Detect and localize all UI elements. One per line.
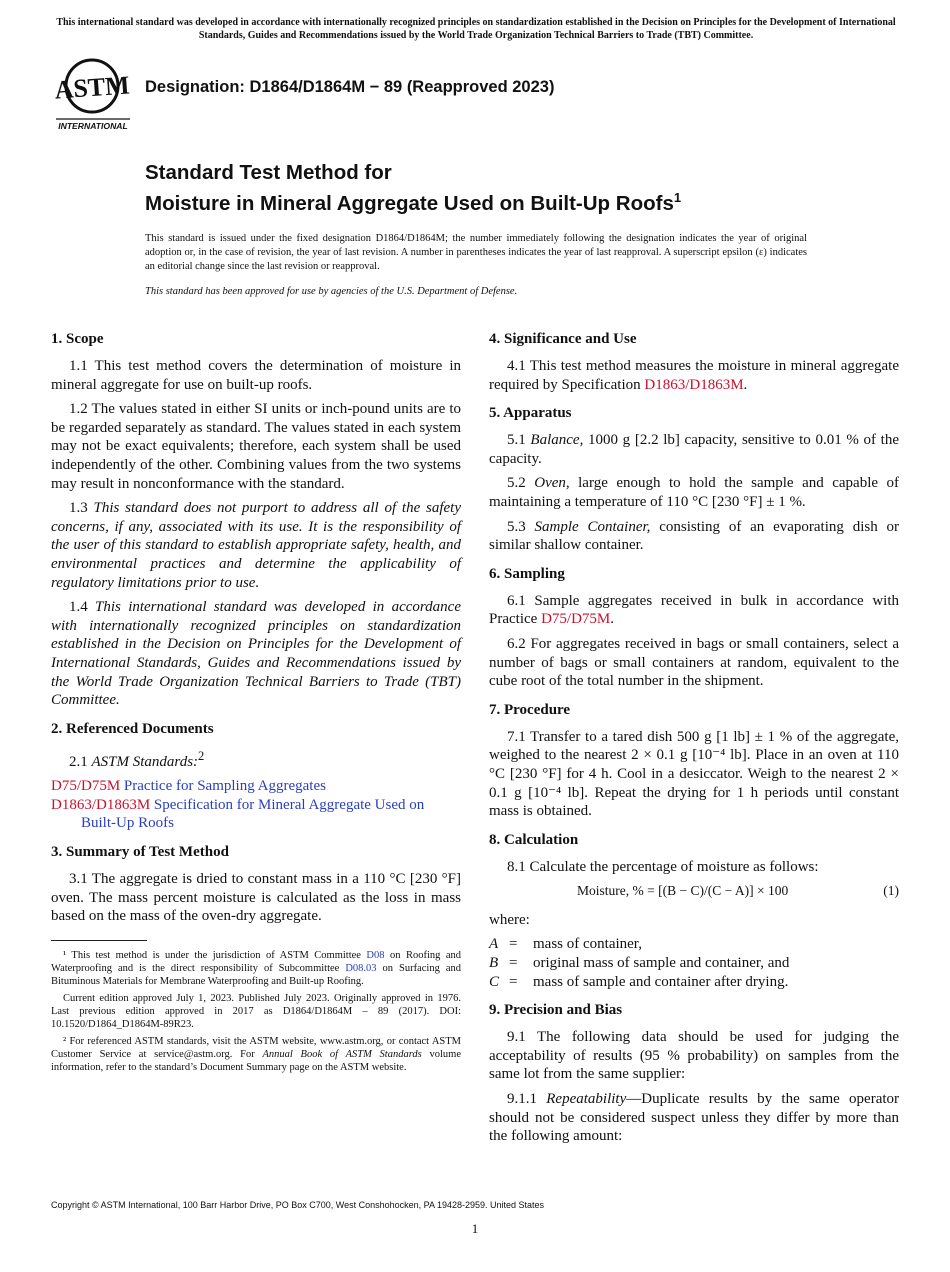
section-heading: 4. Significance and Use	[489, 331, 637, 347]
term: Balance,	[530, 432, 584, 449]
equals-sign: =	[509, 973, 518, 990]
section-heading: 5. Apparatus	[489, 405, 572, 422]
variable-definitions	[489, 935, 899, 991]
paragraph-text: 4.1 This test method measures the moisture in mineral aggregate required by Specification	[489, 358, 899, 393]
section-heading: 6. Sampling	[489, 565, 565, 582]
footnote-text: ² For referenced ASTM standards, visit the ASTM website, www.astm.org, or contact ASTM Customer Service at service@astm.org. For	[51, 1035, 461, 1060]
definition: mass of sample and container after drying.	[533, 973, 789, 990]
svg-text:ASTM: ASTM	[53, 70, 131, 105]
variable: A	[489, 936, 499, 953]
title-footnote-marker: 1	[673, 190, 682, 205]
section-heading: 7. Procedure	[489, 701, 571, 718]
title-line-1: Standard Test Method for	[145, 161, 392, 184]
paragraph-text: large enough to hold the sample and capable of maintaining a temperature of 110 °C [230 °F] ± 1 %.	[489, 475, 900, 510]
left-column	[51, 330, 461, 1078]
equation-number: (1)	[883, 883, 899, 899]
paragraph-number: 2.1	[69, 753, 92, 770]
footnote-text: volume information, refer to the standard’s Document Summary page on the ASTM website.	[51, 1048, 461, 1073]
footnote-text: ¹ This test method is under the jurisdiction of ASTM Committee	[63, 949, 367, 961]
footnote-1	[51, 949, 461, 988]
where-label: where:	[489, 911, 530, 928]
paragraph: 9.1 The following data should be used for judging the acceptability of results (95 % probability) on samples from the same lot from the same supplier:	[489, 1029, 899, 1083]
specification-link[interactable]: D1863/D1863M	[644, 376, 744, 393]
paragraph-number: 5.3	[507, 518, 535, 535]
paragraph	[51, 598, 461, 710]
section-sampling	[489, 565, 899, 691]
paragraph-number: 9.1.1	[507, 1091, 547, 1108]
footnote-text: Annual Book of ASTM Standards	[262, 1048, 422, 1060]
paragraph: 7.1 Transfer to a tared dish 500 g [1 lb] ± 1 % of the aggregate, weighed to the nearest 2 × 0.1 g [10⁻⁴ lb]. Place in an oven at 110 °C [230 °F] for 4 h. Cool in a desiccator. Weigh to the nearest 2 × 0.1 g [10⁻⁴ lb]. Repeat the drying for 1 h periods until constant mass is obtained.	[489, 728, 899, 820]
punctuation: .	[743, 376, 748, 393]
paragraph	[489, 592, 899, 629]
paragraph-number: 1.4	[69, 599, 96, 616]
paragraph: 1.2 The values stated in either SI units or inch-pound units are to be regarded separately as standard. The values stated in each system may not be exact equivalents; therefore, each system shall be used independently of the other. Combining values from the two systems may result in nonconformance with the standard.	[51, 401, 461, 492]
equals-sign: =	[509, 936, 518, 953]
paragraph	[489, 474, 899, 511]
equals-sign: =	[509, 955, 518, 972]
paragraph	[51, 499, 461, 592]
paragraph-number: 5.1	[507, 432, 531, 449]
paragraph-text: 1000 g [2.2 lb] capacity, sensitive to 0.01 % of the capacity.	[489, 432, 900, 467]
paragraph: 8.1 Calculate the percentage of moisture as follows:	[507, 858, 819, 875]
punctuation: .	[610, 611, 614, 628]
paragraph-number: 1.3	[69, 500, 94, 517]
section-apparatus	[489, 404, 899, 555]
reference-title-link[interactable]: Practice for Sampling Aggregates	[123, 778, 326, 795]
section-significance	[489, 330, 899, 394]
reference-title-link[interactable]: Specification for Mineral Aggregate Used on Built-Up Roofs	[81, 796, 425, 832]
subcommittee-link[interactable]: D08.03	[345, 962, 377, 974]
paragraph	[489, 1090, 899, 1146]
title-line-2	[145, 185, 681, 216]
paragraph: 3.1 The aggregate is dried to constant mass in a 110 °C [230 °F] oven. The mass percent moisture is calculated as the loss in mass based on the mass of the oven-dry aggregate.	[51, 871, 461, 925]
section-heading: 1. Scope	[51, 331, 104, 347]
definition-row	[489, 935, 899, 954]
section-heading: 9. Precision and Bias	[489, 1002, 623, 1019]
paragraph-text: —Duplicate results by the same operator should not be considered suspect unless they differ by more than the following amount:	[489, 1091, 900, 1145]
tbt-notice: This international standard was developed in accordance with internationally recognized principles on standardization established in the Decision on Principles for the Development of International Standards, Guides and Recommendations issued by the World Trade Organization Technical Barriers to Trade (TBT) Committee.	[56, 17, 896, 41]
variable: B	[489, 955, 499, 972]
section-referenced-documents	[51, 720, 461, 833]
section-precision-bias	[489, 1001, 899, 1146]
paragraph-text: ASTM Standards:	[91, 753, 199, 770]
issuance-note: This standard is issued under the fixed designation D1864/D1864M; the number immediately following the designation indicates the year of original adoption or, in the case of revision, the year of last revision. A number in parentheses indicates the year of last reapproval. A superscript epsilon (ε) indicates an editorial change since the last revision or reapproval.	[145, 233, 807, 272]
paragraph	[489, 431, 899, 468]
reference-code-link[interactable]: D1863/D1863M	[51, 796, 151, 813]
reference-code-link[interactable]: D75/D75M	[51, 778, 121, 795]
section-calculation	[489, 831, 899, 992]
document-title	[145, 160, 681, 216]
footnote-2	[51, 1035, 461, 1074]
copyright-footer: Copyright © ASTM International, 100 Barr Harbor Drive, PO Box C700, West Conshohocken, PA 19428-2959. United States	[51, 1200, 545, 1210]
definition: mass of container,	[533, 936, 642, 953]
section-heading: 8. Calculation	[489, 831, 579, 848]
variable: C	[489, 973, 500, 990]
reference-item[interactable]	[51, 777, 461, 796]
section-heading: 3. Summary of Test Method	[51, 844, 229, 861]
paragraph-text: consisting of an evaporating dish or similar shallow container.	[489, 518, 899, 554]
term: Sample Container,	[534, 518, 651, 535]
paragraph-text: 6.1 Sample aggregates received in bulk in accordance with Practice	[489, 592, 899, 628]
definition: original mass of sample and container, and	[533, 955, 790, 972]
paragraph: 6.2 For aggregates received in bags or small containers, select a number of bags or small containers at random, equivalent to the cube root of the total number in the shipment.	[489, 635, 899, 690]
reference-item[interactable]	[51, 796, 461, 833]
paragraph: 1.1 This test method covers the determination of moisture in mineral aggregate for use on built-up roofs.	[51, 358, 461, 393]
footnote-marker: 2	[198, 748, 205, 763]
section-heading: 2. Referenced Documents	[51, 720, 214, 737]
term: Oven,	[534, 475, 570, 492]
footnote-text: on Roofing and Waterproofing and is the direct responsibility of Subcommittee	[51, 949, 461, 974]
section-procedure	[489, 701, 899, 821]
paragraph-number: 5.2	[507, 475, 535, 492]
practice-link[interactable]: D75/D75M	[541, 611, 611, 628]
edition-note: Current edition approved July 1, 2023. Published July 2023. Originally approved in 1976. Last previous edition approved in 2017 as D1864/D1864M – 89 (2017). DOI: 10.1520/D1864_D1864M-89R23.	[51, 992, 461, 1030]
definition-row	[489, 973, 899, 992]
paragraph	[489, 357, 899, 394]
svg-text:INTERNATIONAL: INTERNATIONAL	[58, 121, 128, 131]
section-summary	[51, 843, 461, 926]
right-column	[489, 330, 899, 1156]
title-text: Moisture in Mineral Aggregate Used on Built-Up Roofs	[145, 191, 674, 215]
footnote-divider	[51, 940, 147, 941]
designation: Designation: D1864/D1864M − 89 (Reapproved 2023)	[145, 78, 555, 96]
paragraph-text: This standard does not purport to address all of the safety concerns, if any, associated with its use. It is the responsibility of the user of this standard to establish appropriate safety, health, and environmental practices and determine the applicability of regulatory limitations prior to use.	[51, 500, 462, 591]
equation-text: Moisture, % = [(B − C)/(C − A)] × 100	[577, 883, 789, 899]
moisture-equation	[489, 882, 899, 901]
page-number: 1	[471, 1221, 479, 1236]
committee-link[interactable]: D08	[366, 949, 385, 961]
section-scope	[51, 330, 461, 710]
definition-row	[489, 954, 899, 973]
term: Repeatability	[546, 1091, 627, 1108]
footnote-text: on Surfacing and Bituminous Materials for Membrane Waterproofing and Built-up Roofing.	[51, 962, 461, 987]
dod-approval-note: This standard has been approved for use by agencies of the U.S. Department of Defense.	[145, 286, 518, 297]
paragraph-text: This international standard was developed in accordance with internationally recognized principles on standardization established in the Decision on Principles for the Development of International Standards, Guides and Recommendations issued by the World Trade Organization Technical Barriers to Trade (TBT) Committee.	[51, 599, 461, 709]
astm-logo	[52, 56, 134, 132]
paragraph	[51, 747, 461, 772]
paragraph	[489, 518, 899, 555]
